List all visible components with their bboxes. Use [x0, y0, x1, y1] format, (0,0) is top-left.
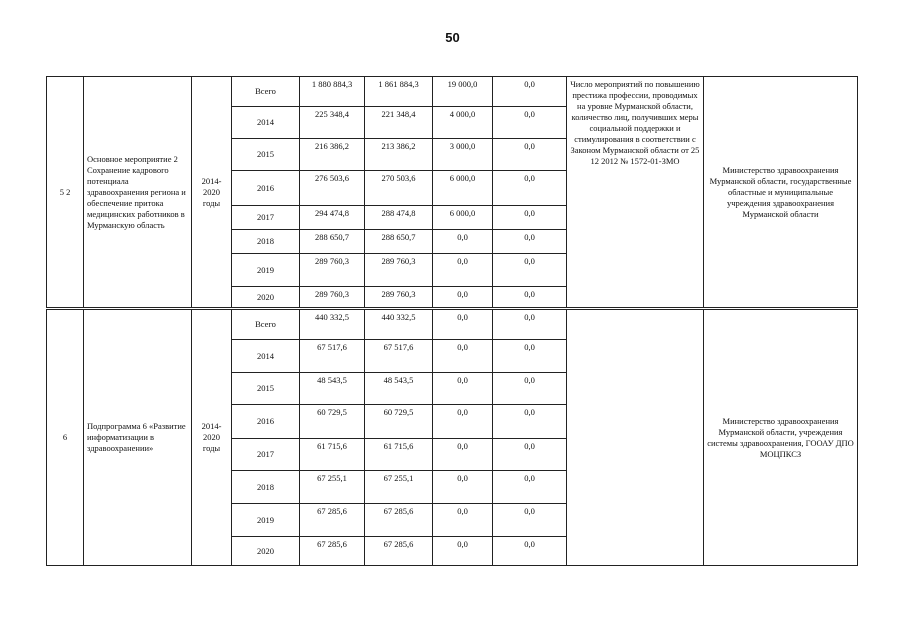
regional-budget-cell: 67 285,6	[365, 537, 433, 566]
other-sources-cell: 0,0	[493, 405, 567, 439]
federal-budget-cell: 0,0	[433, 309, 493, 340]
year-cell: 2017	[232, 439, 300, 471]
year-cell: Всего	[232, 77, 300, 107]
regional-budget-cell: 67 285,6	[365, 504, 433, 537]
year-cell: 2020	[232, 537, 300, 566]
federal-budget-cell: 3 000,0	[433, 139, 493, 171]
year-cell: 2015	[232, 139, 300, 171]
federal-budget-cell: 19 000,0	[433, 77, 493, 107]
regional-budget-cell: 440 332,5	[365, 309, 433, 340]
federal-budget-cell: 0,0	[433, 504, 493, 537]
federal-budget-cell: 0,0	[433, 254, 493, 287]
total-cell: 67 255,1	[300, 471, 365, 504]
item-name: Подпрограмма 6 «Развитие информатизации в здравоохранении»	[84, 309, 192, 566]
year-cell: 2020	[232, 287, 300, 309]
year-cell: 2016	[232, 171, 300, 206]
other-sources-cell: 0,0	[493, 373, 567, 405]
regional-budget-cell: 67 255,1	[365, 471, 433, 504]
executor-cell: Министерство здравоохранения Мурманской области, государственные областные и муниципальные учреждения здравоохранения Мурманской области	[704, 77, 858, 309]
total-cell: 48 543,5	[300, 373, 365, 405]
other-sources-cell: 0,0	[493, 309, 567, 340]
other-sources-cell: 0,0	[493, 471, 567, 504]
total-cell: 289 760,3	[300, 287, 365, 309]
other-sources-cell: 0,0	[493, 107, 567, 139]
year-cell: 2014	[232, 340, 300, 373]
other-sources-cell: 0,0	[493, 139, 567, 171]
other-sources-cell: 0,0	[493, 439, 567, 471]
total-cell: 276 503,6	[300, 171, 365, 206]
item-name: Основное мероприятие 2 Сохранение кадрового потенциала здравоохранения региона и обеспечение притока медицинских работников в Мурманскую область	[84, 77, 192, 309]
other-sources-cell: 0,0	[493, 254, 567, 287]
federal-budget-cell: 0,0	[433, 340, 493, 373]
total-cell: 288 650,7	[300, 230, 365, 254]
federal-budget-cell: 0,0	[433, 537, 493, 566]
federal-budget-cell: 6 000,0	[433, 206, 493, 230]
year-cell: 2018	[232, 471, 300, 504]
table-row	[47, 77, 858, 107]
year-cell: 2019	[232, 254, 300, 287]
year-cell: 2015	[232, 373, 300, 405]
regional-budget-cell: 288 474,8	[365, 206, 433, 230]
year-cell: 2017	[232, 206, 300, 230]
federal-budget-cell: 0,0	[433, 439, 493, 471]
year-cell: 2014	[232, 107, 300, 139]
regional-budget-cell: 60 729,5	[365, 405, 433, 439]
total-cell: 67 517,6	[300, 340, 365, 373]
total-cell: 61 715,6	[300, 439, 365, 471]
federal-budget-cell: 6 000,0	[433, 171, 493, 206]
other-sources-cell: 0,0	[493, 340, 567, 373]
federal-budget-cell: 0,0	[433, 287, 493, 309]
year-cell: 2018	[232, 230, 300, 254]
other-sources-cell: 0,0	[493, 504, 567, 537]
total-cell: 294 474,8	[300, 206, 365, 230]
total-cell: 440 332,5	[300, 309, 365, 340]
other-sources-cell: 0,0	[493, 287, 567, 309]
federal-budget-cell: 0,0	[433, 373, 493, 405]
total-cell: 67 285,6	[300, 504, 365, 537]
indicator-cell	[567, 309, 704, 566]
regional-budget-cell: 61 715,6	[365, 439, 433, 471]
federal-budget-cell: 4 000,0	[433, 107, 493, 139]
item-period: 2014- 2020 годы	[192, 309, 232, 566]
regional-budget-cell: 1 861 884,3	[365, 77, 433, 107]
regional-budget-cell: 289 760,3	[365, 287, 433, 309]
item-period: 2014- 2020 годы	[192, 77, 232, 309]
other-sources-cell: 0,0	[493, 230, 567, 254]
year-cell: Всего	[232, 309, 300, 340]
total-cell: 67 285,6	[300, 537, 365, 566]
total-cell: 225 348,4	[300, 107, 365, 139]
indicator-cell: Число мероприятий по повышению престижа профессии, проводимых на уровне Мурманской области, количество лиц, получивших меры социальной поддержки и стимулирования в соответствии с Законом Мурманской области от 25 12 2012 № 1572-01-ЗМО	[567, 77, 704, 309]
year-cell: 2019	[232, 504, 300, 537]
funding-table	[46, 76, 858, 566]
regional-budget-cell: 67 517,6	[365, 340, 433, 373]
executor-cell: Министерство здравоохранения Мурманской области, учреждения системы здравоохранения, ГООАУ ДПО МОЦПКСЗ	[704, 309, 858, 566]
page-number: 50	[445, 30, 460, 45]
regional-budget-cell: 288 650,7	[365, 230, 433, 254]
total-cell: 289 760,3	[300, 254, 365, 287]
other-sources-cell: 0,0	[493, 206, 567, 230]
regional-budget-cell: 48 543,5	[365, 373, 433, 405]
federal-budget-cell: 0,0	[433, 405, 493, 439]
item-number: 5 2	[47, 77, 84, 309]
regional-budget-cell: 221 348,4	[365, 107, 433, 139]
year-cell: 2016	[232, 405, 300, 439]
regional-budget-cell: 270 503,6	[365, 171, 433, 206]
total-cell: 60 729,5	[300, 405, 365, 439]
other-sources-cell: 0,0	[493, 171, 567, 206]
regional-budget-cell: 289 760,3	[365, 254, 433, 287]
regional-budget-cell: 213 386,2	[365, 139, 433, 171]
federal-budget-cell: 0,0	[433, 471, 493, 504]
other-sources-cell: 0,0	[493, 77, 567, 107]
total-cell: 216 386,2	[300, 139, 365, 171]
other-sources-cell: 0,0	[493, 537, 567, 566]
federal-budget-cell: 0,0	[433, 230, 493, 254]
item-number: 6	[47, 309, 84, 566]
table-row	[47, 309, 858, 340]
total-cell: 1 880 884,3	[300, 77, 365, 107]
